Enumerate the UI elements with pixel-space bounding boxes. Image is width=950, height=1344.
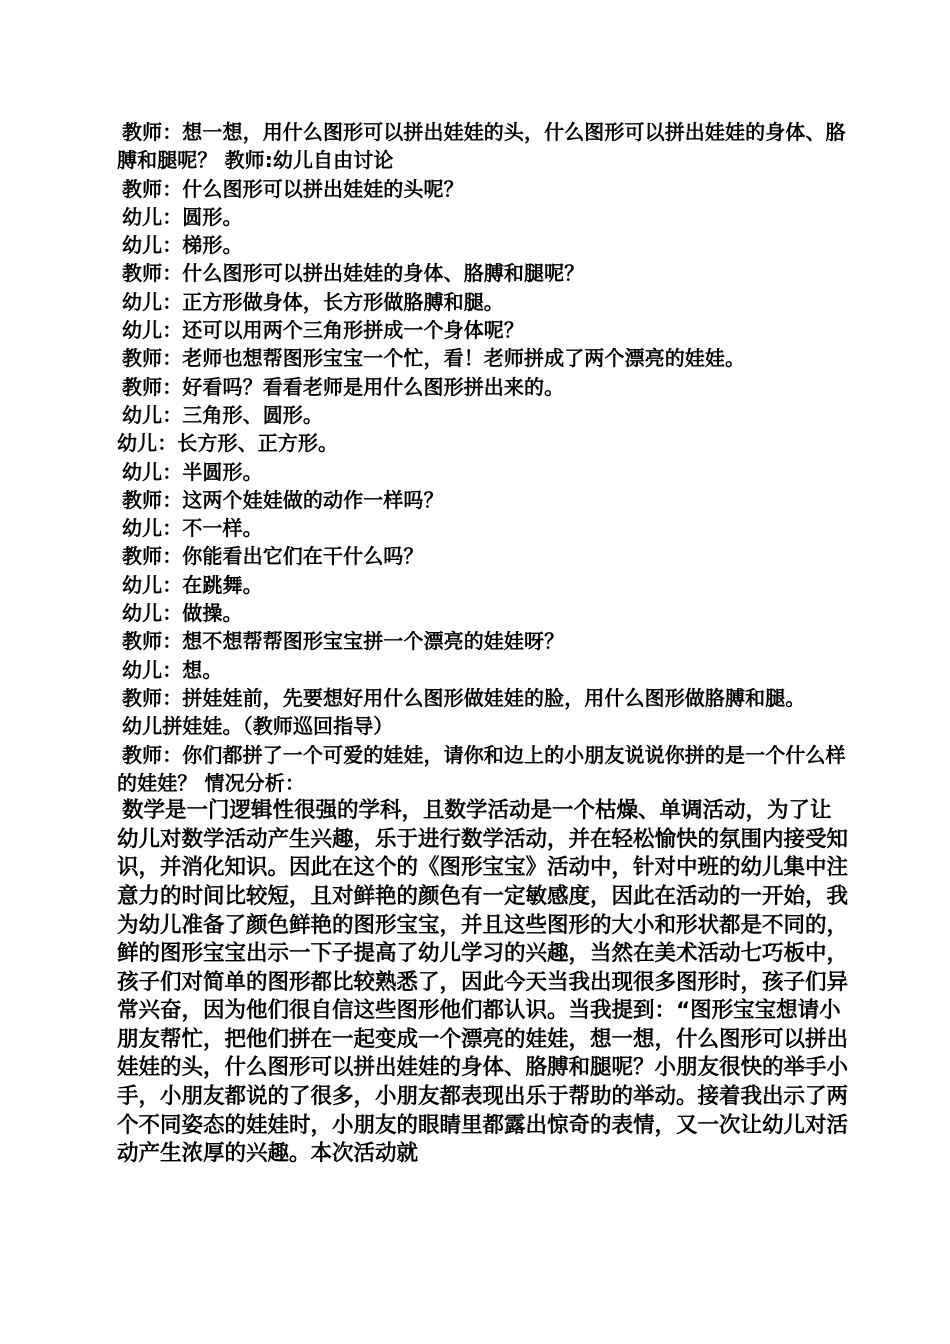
dialogue-line: 教师：什么图形可以拼出娃娃的身体、胳膊和腿呢？ (122, 261, 585, 286)
dialogue-line: 幼儿：还可以用两个三角形拼成一个身体呢？ (122, 318, 524, 343)
dialogue-line: 教师：想不想帮帮图形宝宝拼一个漂亮的娃娃呀？ (122, 629, 565, 654)
dialogue-line: 幼儿：正方形做身体，长方形做胳膊和腿。 (122, 289, 504, 314)
dialogue-line: 教师：老师也想帮图形宝宝一个忙，看！老师拼成了两个漂亮的娃娃。 (122, 346, 746, 371)
dialogue-line: 教师：拼娃娃前，先要想好用什么图形做娃娃的脸，用什么图形做胳膊和腿。 (122, 685, 806, 710)
analysis-paragraph: 数学是一门逻辑性很强的学科，且数学活动是一个枯燥、单调活动，为了让幼儿对数学活动产生兴趣，乐于进行数学活动，并在轻松愉快的氛围内接受知识，并消化知识。因此在这个的《图形宝宝》活动中，针对中班的幼儿集中注意力的时间比较短，且对鲜艳的颜色有一定敏感度，因此在活动的一开始，我为幼儿准备了颜色鲜艳的图形宝宝，并且这些图形的大小和形状都是不同的，鲜的图形宝宝出示一下子提高了幼儿学习的兴趣，当然在美术活动七巧板中，孩子们对简单的图形都比较熟悉了，因此今天当我出现很多图形时，孩子们异常兴奋，因为他们很自信这些图形他们都认识。当我提到：“图形宝宝想请小朋友帮忙，把他们拼在一起变成一个漂亮的娃娃，想一想，什么图形可以拼出娃娃的头，什么图形可以拼出娃娃的身体、胳膊和腿呢？小朋友很快的举手小手，小朋友都说的了很多，小朋友都表现出乐于帮助的举动。接着我出示了两个不同姿态的娃娃时，小朋友的眼睛里都露出惊奇的表情，又一次让幼儿对活动产生浓厚的兴趣。本次活动就 (117, 798, 849, 1167)
dialogue-transcript (117, 118, 852, 797)
dialogue-line: 教师：想一想，用什么图形可以拼出娃娃的头，什么图形可以拼出娃娃的身体、胳膊和腿呢？ 教师:幼儿自由讨论 (117, 120, 846, 173)
dialogue-line: 幼儿：三角形、圆形。 (122, 402, 323, 427)
dialogue-line: 幼儿：长方形、正方形。 (117, 431, 339, 456)
document-body (117, 118, 852, 1169)
dialogue-line: 教师：你们都拼了一个可爱的娃娃，请你和边上的小朋友说说你拼的是一个什么样的娃娃？ 情况分析： (117, 742, 846, 795)
dialogue-line: 幼儿拼娃娃。（教师巡回指导） (122, 714, 394, 739)
dialogue-line: 教师：你能看出它们在干什么吗？ (122, 544, 424, 569)
dialogue-line: 幼儿：不一样。 (122, 516, 263, 541)
dialogue-line: 幼儿：半圆形。 (122, 459, 263, 484)
dialogue-line: 幼儿：想。 (122, 657, 223, 682)
dialogue-line: 教师：好看吗？看看老师是用什么图形拼出来的。 (122, 374, 565, 399)
dialogue-line: 幼儿：在跳舞。 (122, 572, 263, 597)
dialogue-line: 幼儿：做操。 (122, 601, 243, 626)
dialogue-line: 教师：这两个娃娃做的动作一样吗？ (122, 487, 444, 512)
dialogue-line: 教师：什么图形可以拼出娃娃的头呢？ (122, 176, 464, 201)
dialogue-line: 幼儿：梯形。 (122, 233, 243, 258)
dialogue-line: 幼儿：圆形。 (122, 204, 243, 229)
